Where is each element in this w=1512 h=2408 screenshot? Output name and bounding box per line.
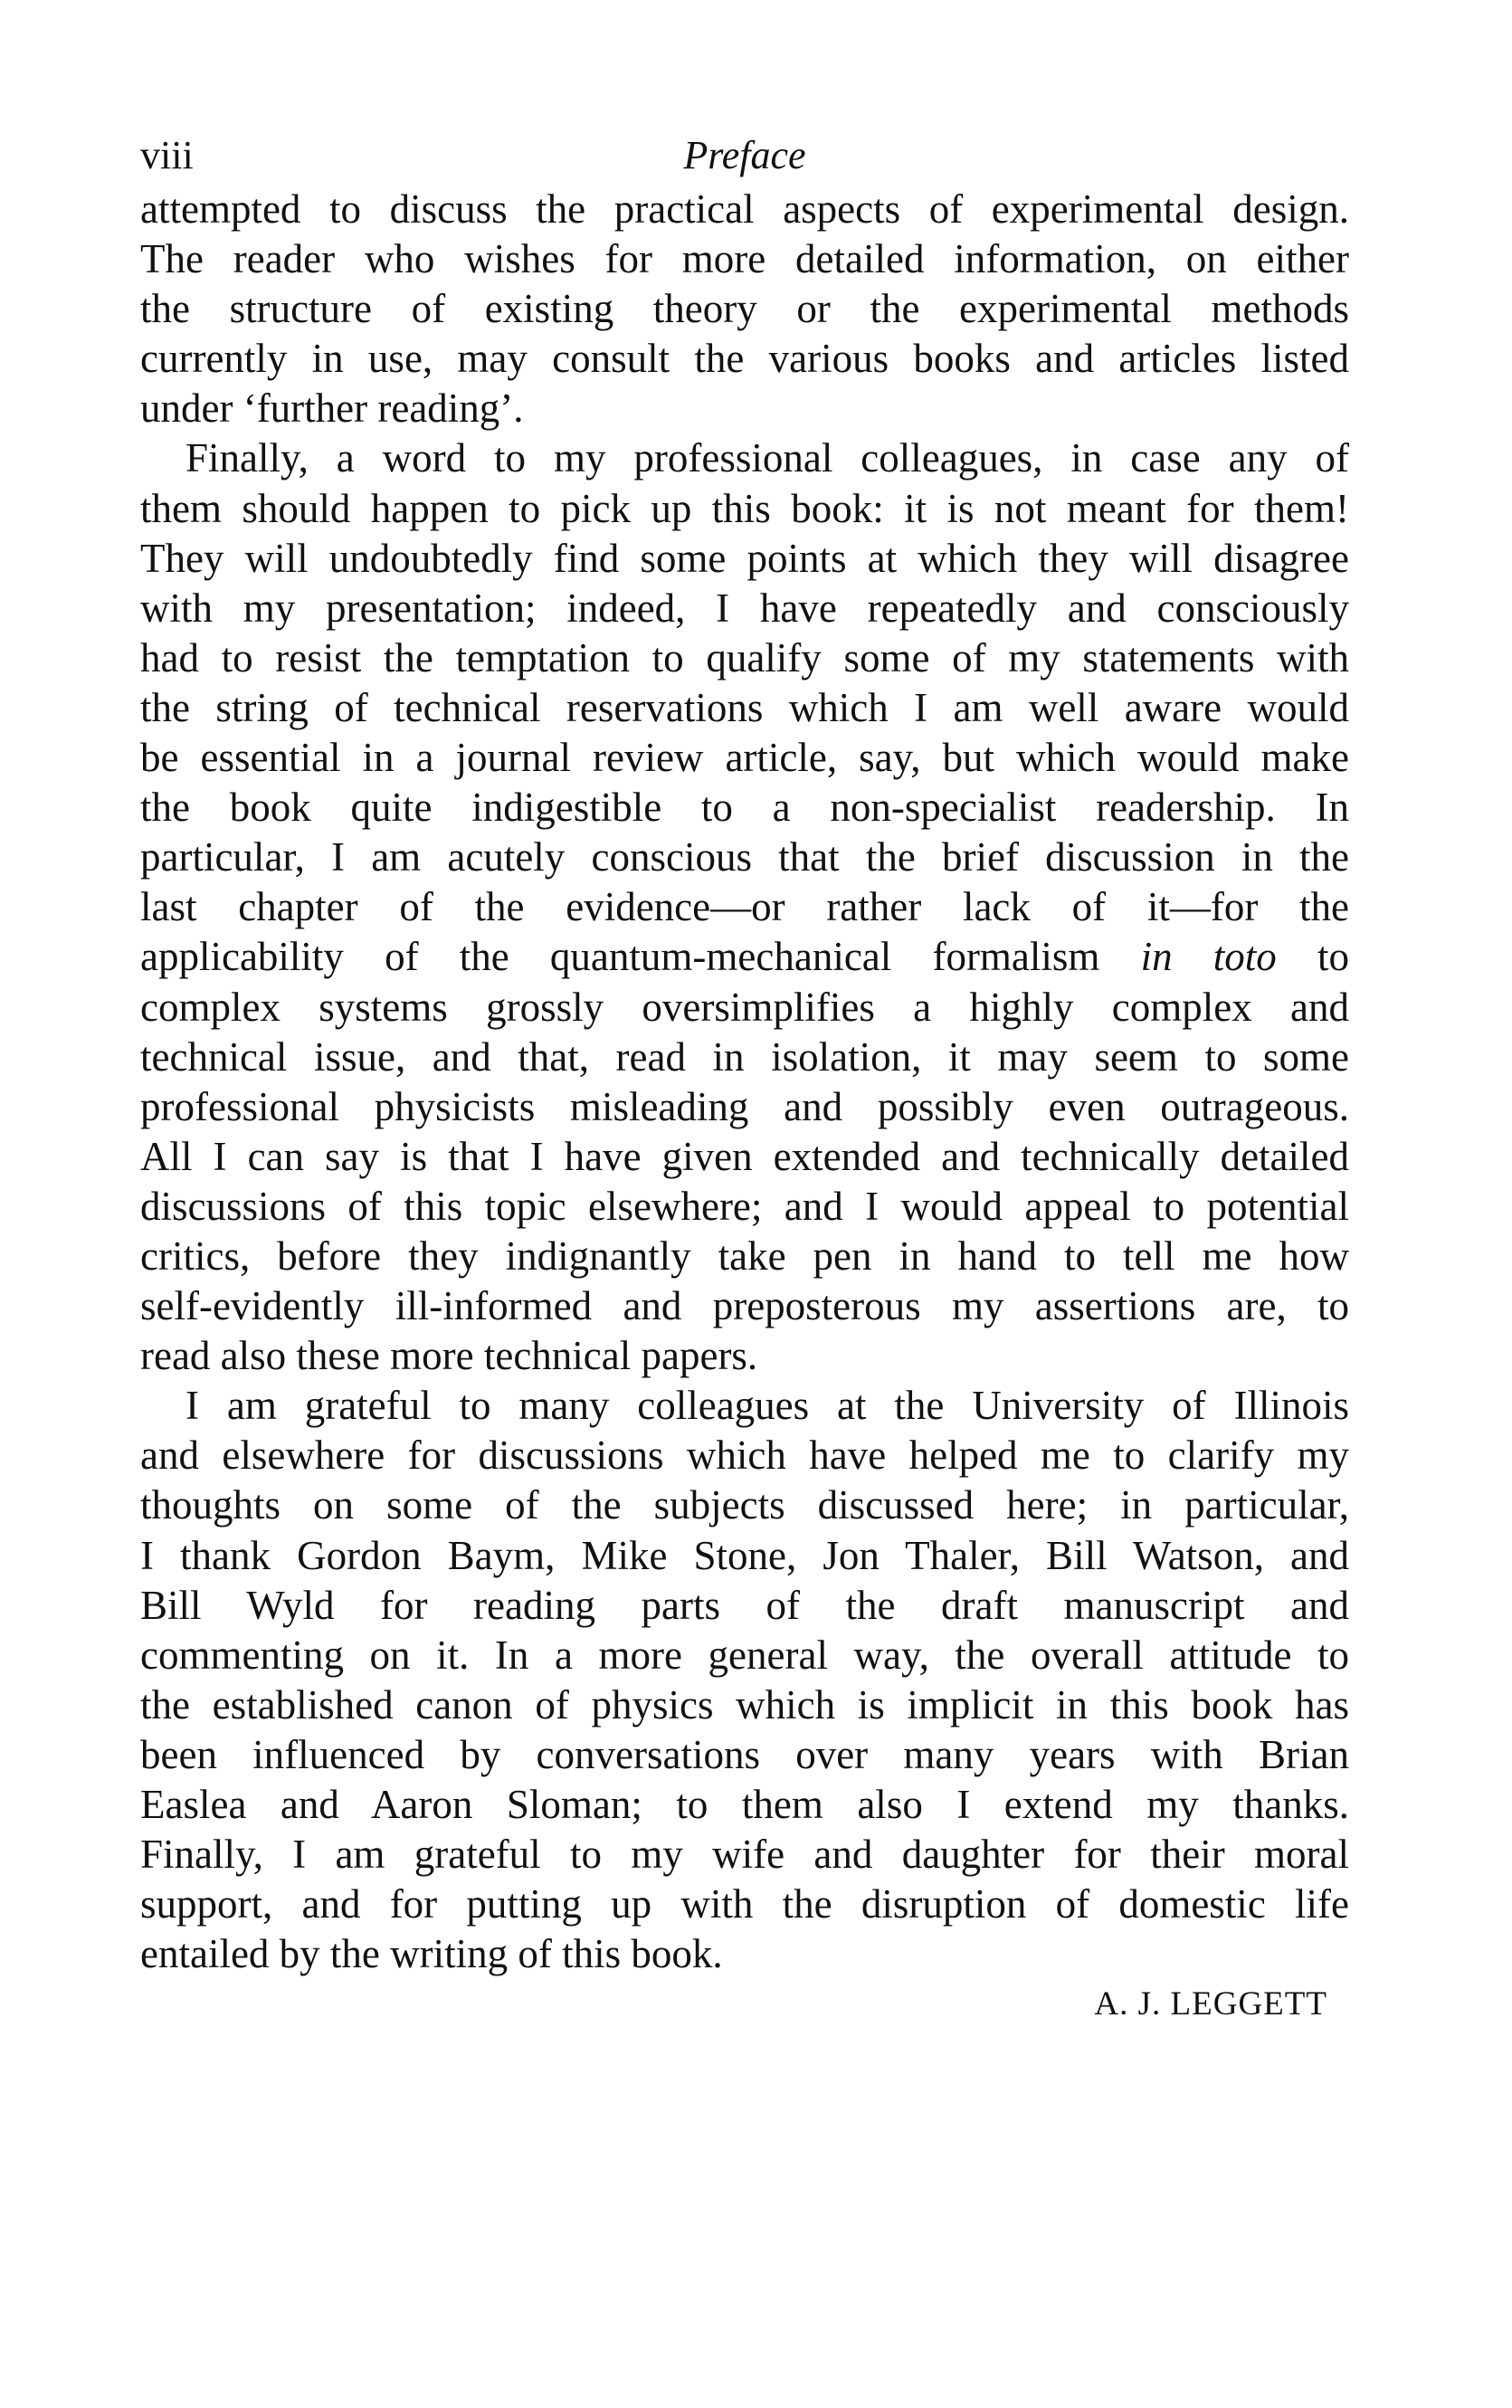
text-line: been influenced by conversations over many years with Brian	[140, 1731, 1349, 1777]
text-line: They will undoubtedly find some points at which they will disagree	[140, 535, 1349, 581]
text-line: thoughts on some of the subjects discussed here; in particular,	[140, 1482, 1349, 1528]
text-line: The reader who wishes for more detailed information, on either	[140, 236, 1349, 282]
text-line: All I can say is that I have given extended and technically detailed	[140, 1133, 1349, 1179]
text-line: the string of technical reservations which I am well aware would	[140, 684, 1349, 730]
text-line: with my presentation; indeed, I have repeatedly and consciously	[140, 585, 1349, 631]
paragraph-1	[140, 185, 1349, 433]
text-line: them should happen to pick up this book: it is not meant for them!	[140, 485, 1349, 531]
text-line-with-italic	[140, 932, 1349, 982]
text-line: I am grateful to many colleagues at the University of Illinois	[185, 1383, 1349, 1429]
text-line: and elsewhere for discussions which have helped me to clarify my	[140, 1432, 1349, 1479]
text-line: commenting on it. In a more general way, the overall attitude to	[140, 1632, 1349, 1678]
text-line: self-evidently ill-informed and preposterous my assertions are, to	[140, 1283, 1349, 1329]
text-line: support, and for putting up with the disruption of domestic life	[140, 1881, 1349, 1927]
text-line: discussions of this topic elsewhere; and I would appeal to potential	[140, 1183, 1349, 1229]
text-line: complex systems grossly oversimplifies a highly complex and	[140, 984, 1349, 1030]
paragraph-2	[140, 433, 1349, 1381]
text-line: currently in use, may consult the various books and articles listed	[140, 336, 1349, 382]
text-line: critics, before they indignantly take pen in hand to tell me how	[140, 1233, 1349, 1279]
running-head	[140, 127, 1349, 185]
text-line: Easlea and Aaron Sloman; to them also I extend my thanks.	[140, 1782, 1349, 1827]
text-line: entailed by the writing of this book.	[140, 1931, 723, 1977]
text-line: under ‘further reading’.	[140, 385, 524, 432]
text-line: professional physicists misleading and possibly even outrageous.	[140, 1083, 1349, 1129]
author-signature: A. J. LEGGETT	[1094, 1985, 1327, 2023]
text-line: the established canon of physics which is implicit in this book has	[140, 1681, 1349, 1727]
text-segment: to	[1276, 934, 1349, 980]
text-line: last chapter of the evidence—or rather lack of it—for the	[140, 884, 1349, 930]
text-line: attempted to discuss the practical aspects of experimental design.	[140, 186, 1349, 232]
text-line: Finally, I am grateful to my wife and daughter for their moral	[140, 1832, 1349, 1878]
text-line: technical issue, and that, read in isolation, it may seem to some	[140, 1033, 1349, 1080]
text-line: had to resist the temptation to qualify some of my statements with	[140, 634, 1349, 681]
italic-phrase: in toto	[1140, 934, 1277, 980]
text-line: the book quite indigestible to a non-specialist readership. In	[140, 785, 1349, 831]
preface-body	[140, 185, 1349, 1979]
chapter-title: Preface	[683, 133, 806, 177]
text-line: particular, I am acutely conscious that the brief discussion in the	[140, 834, 1349, 880]
text-line: the structure of existing theory or the experimental methods	[140, 286, 1349, 332]
text-line: be essential in a journal review article, say, but which would make	[140, 735, 1349, 781]
text-line: Bill Wyld for reading parts of the draft manuscript and	[140, 1582, 1349, 1628]
paragraph-3	[140, 1381, 1349, 1979]
text-line: I thank Gordon Baym, Mike Stone, Jon Thaler, Bill Watson, and	[140, 1532, 1349, 1578]
text-segment: applicability of the quantum-mechanical formalism	[140, 934, 1141, 980]
text-line: Finally, a word to my professional colleagues, in case any of	[185, 435, 1349, 481]
page	[140, 127, 1349, 2029]
text-line: read also these more technical papers.	[140, 1333, 758, 1379]
page-number: viii	[140, 133, 194, 177]
